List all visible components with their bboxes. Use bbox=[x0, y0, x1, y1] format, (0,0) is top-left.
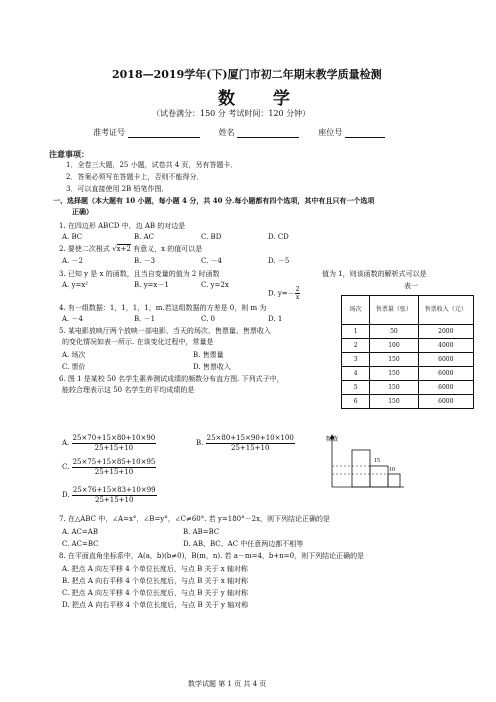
q2-option-a: A. －2 bbox=[62, 257, 83, 265]
sqrt-icon: √ bbox=[112, 245, 117, 253]
note-item: 1．全卷三大题，25 小题，试卷共 4 页，另有答题卡． bbox=[66, 161, 238, 169]
note-item: 2．答案必须写在答题卡上，否则不能得分． bbox=[66, 173, 204, 181]
ticket-table bbox=[341, 295, 474, 409]
q4-option-b: B. －1 bbox=[134, 315, 156, 323]
q4-option-a: A. －4 bbox=[62, 315, 83, 323]
q3-option-d: D. y=－ $\frac{2}{x}$ bbox=[268, 286, 300, 301]
table-row: 5 150 6000 bbox=[342, 381, 474, 395]
question-5-stem: 5. 某电影放映厅两个放映一部电影，当天的场次、售票量、售票收入 bbox=[59, 327, 271, 335]
hist-bar-label: 15 bbox=[374, 458, 380, 464]
y-axis-label: 频数 bbox=[326, 437, 339, 443]
question-3-stem: 3. 已知 y 是 x 的函数，且当自变量的值为 2 时函数 bbox=[59, 270, 220, 278]
table-caption: 表一 bbox=[404, 282, 418, 290]
table-header: 场次 bbox=[342, 296, 370, 325]
table-header: 售票收入（元） bbox=[418, 296, 473, 325]
hist-bar-2 bbox=[370, 466, 388, 487]
q1-option-a: A. BC bbox=[62, 233, 83, 241]
q1-option-d: D. CD bbox=[268, 233, 289, 241]
exam-info: （试卷满分：150 分 考试时间：120 分钟） bbox=[152, 109, 311, 118]
q3-option-b: B. y=x－1 bbox=[134, 281, 169, 289]
question-6-stem-cont: 能较合理表示这 50 名学生的平均成绩的是 bbox=[62, 386, 195, 394]
question-5-stem-cont: 的变化情况如表一所示. 在该变化过程中，常量是 bbox=[62, 338, 214, 346]
q5-option-d: D. 售票收入 bbox=[193, 363, 231, 371]
q8-option-b: B. 把点 A 向右平移 4 个单位长度后，与点 B 关于 x 轴对称 bbox=[62, 577, 248, 585]
q4-option-d: D. 1 bbox=[268, 315, 283, 323]
question-8-stem: 8. 在平面直角坐标系中，A(a，b)(b≠0)，B(m，n). 若 a－m=4，b+n=0，则下列结论正确的是 bbox=[59, 552, 365, 560]
page-footer: 数学试题 第 1 页 共 4 页 bbox=[188, 680, 267, 688]
radicand: x+2 bbox=[116, 245, 131, 253]
q7-option-a: A. AC=AB bbox=[62, 528, 98, 536]
q8-option-c: C. 把点 A 向左平移 4 个单位长度后，与点 B 关于 y 轴对称 bbox=[62, 589, 248, 597]
question-1-stem: 1. 在四边形 ABCD 中，边 AB 的对边是 bbox=[59, 222, 186, 230]
q6-option-c: C. $\frac{25\times 75+15\times 85+10\times 95}{25+15+10}$ bbox=[62, 458, 156, 476]
note-item: 3．可以直接使用 2B 铅笔作图． bbox=[66, 185, 169, 193]
name-field[interactable] bbox=[237, 129, 299, 138]
table-header: 售票量（张） bbox=[370, 296, 418, 325]
q6-option-b: B. $\frac{25\times 80+15\times 90+10\times 100}{25+15+10}$ bbox=[196, 434, 294, 452]
q8-option-a: A. 把点 A 向左平移 4 个单位长度后，与点 B 关于 x 轴对称 bbox=[62, 565, 248, 573]
section-heading: 一、选择题（本大题有 10 小题，每小题 4 分，共 40 分.每小题都有四个选项，其中有且只有一个选项 bbox=[53, 196, 375, 205]
q7-option-c: C. AC=BC bbox=[62, 540, 99, 548]
q3-option-a: A. y=x² bbox=[62, 281, 89, 289]
q8-option-d: D. 把点 A 向右平移 4 个单位长度后，与点 B 关于 y 轴对称 bbox=[62, 601, 249, 609]
student-info-row bbox=[93, 128, 385, 138]
question-7-stem: 7. 在△ABC 中，∠A=x°，∠B=y°，∠C≠60°. 若 y=180°－2x，则下列结论正确的是 bbox=[59, 515, 331, 523]
q5-option-b: B. 售票量 bbox=[193, 351, 224, 359]
hist-bar-label: 10 bbox=[389, 467, 395, 473]
q1-option-c: C. BD bbox=[201, 233, 222, 241]
subject-title: 数 学 bbox=[218, 89, 306, 109]
exam-number-field[interactable] bbox=[128, 129, 200, 138]
q2-option-c: C. －4 bbox=[201, 257, 223, 265]
seat-number-label: 座位号 bbox=[318, 128, 343, 137]
q2-option-b: B. －3 bbox=[134, 257, 156, 265]
q3-option-c: C. y=2x bbox=[201, 281, 229, 289]
notes-heading: 注意事项： bbox=[49, 149, 89, 159]
hist-bar-1 bbox=[352, 450, 370, 487]
q5-option-c: C. 票价 bbox=[62, 363, 86, 371]
q6-option-d: D. $\frac{25\times 76+15\times 83+10\times 99}{25+15+10}$ bbox=[62, 486, 156, 504]
q2-option-d: D. －5 bbox=[268, 257, 290, 265]
q1-option-b: B. AC bbox=[134, 233, 155, 241]
q7-option-d: D. AB、BC、AC 中任意两边都不相等 bbox=[183, 540, 304, 548]
exam-title: 2018—2019学年(下)厦门市初二年期末教学质量检测 bbox=[112, 68, 382, 81]
table-row: 6 150 6000 bbox=[342, 395, 474, 409]
seat-number-field[interactable] bbox=[345, 129, 385, 138]
question-3-stem-right: 值为 1，则该函数的解析式可以是 bbox=[322, 270, 427, 278]
section-heading-cont: 正确） bbox=[72, 207, 93, 216]
question-4-stem: 4. 有一组数据：1，1，1，1，m.若这组数据的方差是 0，则 m 为 bbox=[59, 304, 267, 312]
q4-option-c: C. 0 bbox=[201, 315, 216, 323]
table-row: 4 150 6000 bbox=[342, 367, 474, 381]
hist-bar-3 bbox=[388, 474, 400, 487]
exam-number-label: 准考证号 bbox=[93, 128, 125, 137]
q5-option-a: A. 场次 bbox=[62, 351, 86, 359]
table-row: 1 50 2000 bbox=[342, 325, 474, 339]
question-2-stem: 2. 要使二次根式 √x+2 有意义，x 的值可以是 bbox=[59, 245, 203, 253]
table-row: 2 100 4000 bbox=[342, 339, 474, 353]
question-6-stem: 6. 图 1 是某校 50 名学生素养测试成绩的频数分布直方图. 下列式子中， bbox=[59, 375, 284, 383]
q7-option-b: B. AB=BC bbox=[183, 528, 220, 536]
histogram-figure bbox=[322, 432, 452, 502]
table-row: 3 150 6000 bbox=[342, 353, 474, 367]
name-label: 姓名 bbox=[218, 128, 235, 137]
q6-option-a: A. $\frac{25\times 70+15\times 80+10\times 90}{25+15+10}$ bbox=[62, 434, 156, 452]
